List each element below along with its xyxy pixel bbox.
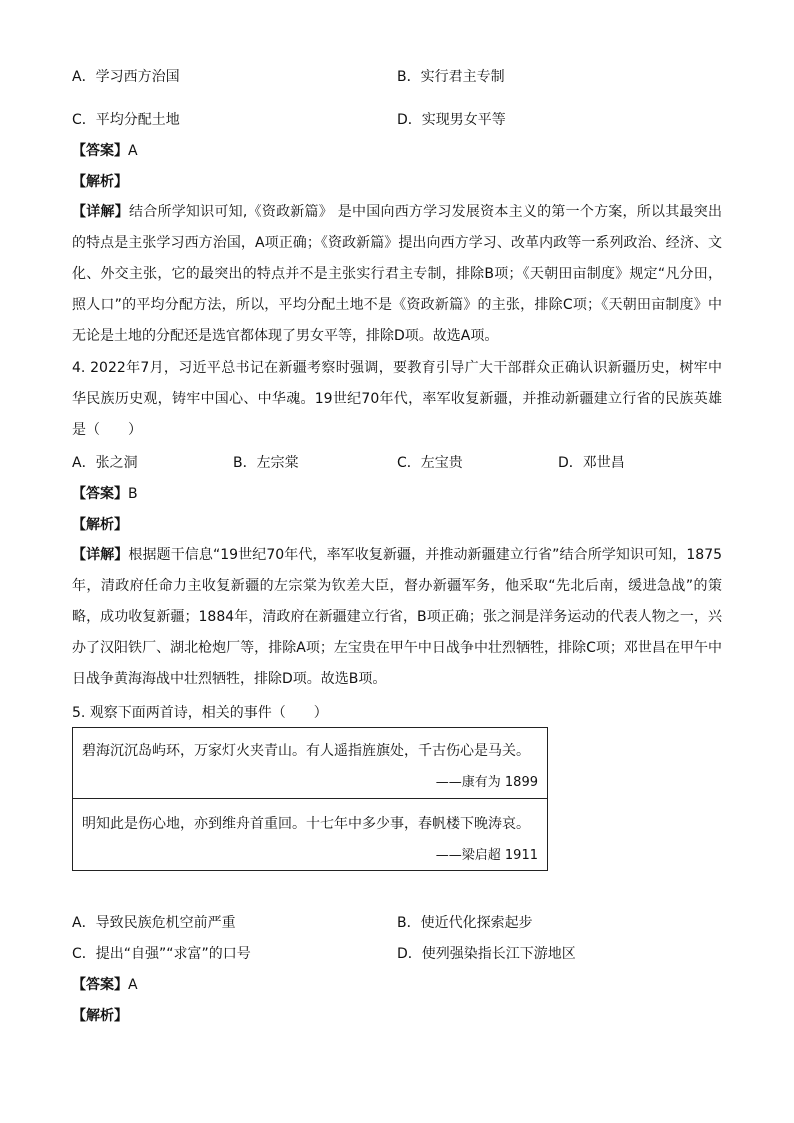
q3-analysis-heading	[72, 171, 128, 191]
poem-box	[72, 727, 548, 871]
poem-1: 碧海沉沉岛屿环，万家灯火夹青山。有人遥指旌旗处，千古伤心是马关。	[82, 743, 530, 759]
q5-stem: 5. 观察下面两首诗，相关的事件（ ）	[72, 705, 328, 721]
poem-2-author: ——梁启超 1911	[435, 848, 538, 863]
q4-option-b: B．左宗棠	[233, 455, 299, 471]
q5-option-a: A．导致民族危机空前严重	[72, 915, 236, 931]
answer-tag: 【答案】	[72, 486, 128, 502]
q4-option-c: C．左宝贵	[397, 455, 463, 471]
answer-tag: 【答案】	[72, 143, 128, 159]
q5-analysis-heading	[72, 1005, 128, 1025]
q3-option-a: A．学习西方治国	[72, 69, 180, 85]
q4-analysis-heading	[72, 514, 128, 534]
q5-option-c: C．提出“自强”“求富”的口号	[72, 946, 251, 962]
q3-detail	[72, 197, 722, 352]
q5-answer	[72, 974, 138, 994]
q3-option-d: D．实现男女平等	[397, 112, 506, 128]
answer-tag: 【答案】	[72, 977, 128, 993]
detail-tag: 【详解】	[72, 547, 129, 563]
answer-value: A	[128, 143, 138, 159]
detail-text: 结合所学知识可知,《资政新篇》 是中国向西方学习发展资本主义的第一个方案，所以其最突出的特点是主张学习西方治国，A项正确；《资政新篇》提出向西方学习、改革内政等一系列政治、经济、文化、外交主张，它的最突出的特点并不是主张实行君主专制，排除B项；《天朝田亩制度》规定“凡分田，照人口”的平均分配方法，所以，平均分配土地不是《资政新篇》的主张，排除C项；《天朝田亩制度》中无论是土地的分配还是选官都体现了男女平等，排除D项。故选A项。	[72, 204, 722, 344]
answer-value: B	[128, 486, 138, 502]
analysis-tag: 【解析】	[72, 1008, 128, 1024]
q4-stem: 4. 2022年7月，习近平总书记在新疆考察时强调，要教育引导广大干部群众正确认识新疆历史，树牢中华民族历史观，铸牢中国心、中华魂。19世纪70年代，率军收复新疆，并推动新疆建立行省的民族英雄是（ ）	[72, 360, 722, 438]
q4-answer	[72, 483, 138, 503]
q3-option-b: B．实行君主专制	[397, 69, 505, 85]
detail-text: 根据题干信息“19世纪70年代，率军收复新疆，并推动新疆建立行省”结合所学知识可知，1875年，清政府任命力主收复新疆的左宗棠为钦差大臣，督办新疆军务，他采取“先北后南，缓进急战”的策略，成功收复新疆；1884年，清政府在新疆建立行省，B项正确；张之洞是洋务运动的代表人物之一，兴办了汉阳铁厂、湖北枪炮厂等，排除A项；左宝贵在甲午中日战争中壮烈牺牲，排除C项；邓世昌在甲午中日战争黄海海战中壮烈牺牲，排除D项。故选B项。	[72, 547, 723, 687]
answer-value: A	[128, 977, 138, 993]
analysis-tag: 【解析】	[72, 174, 128, 190]
analysis-tag: 【解析】	[72, 517, 128, 533]
q4-detail	[72, 540, 722, 695]
poem-divider	[73, 798, 547, 799]
detail-tag: 【详解】	[72, 204, 129, 220]
poem-1-author: ——康有为 1899	[435, 775, 538, 790]
q4-option-d: D．邓世昌	[558, 455, 625, 471]
q4-option-a: A．张之洞	[72, 455, 138, 471]
q3-option-c: C．平均分配土地	[72, 112, 180, 128]
poem-2: 明知此是伤心地，亦到维舟首重回。十七年中多少事，春帆楼下晚涛哀。	[82, 816, 530, 832]
q3-answer	[72, 140, 138, 160]
q5-option-d: D．使列强染指长江下游地区	[397, 946, 576, 962]
q5-option-b: B．使近代化探索起步	[397, 915, 533, 931]
